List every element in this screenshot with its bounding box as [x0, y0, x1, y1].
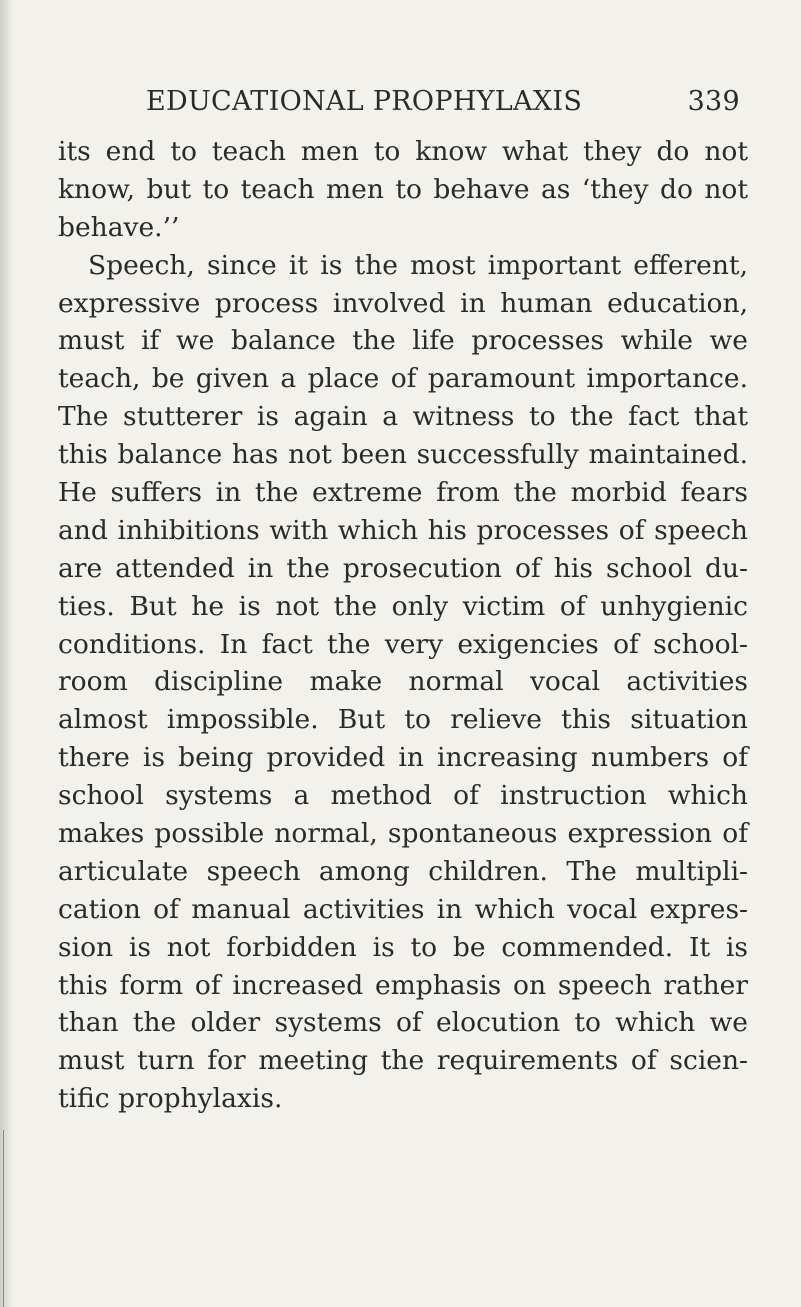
- running-title: EDUCATIONAL PROPHYLAXIS: [146, 86, 583, 117]
- body-text: [58, 133, 748, 1118]
- page-number: 339: [687, 86, 740, 117]
- text-line: than the older systems of elocution to which we: [58, 1007, 748, 1039]
- text-line: tific prophylaxis.: [58, 1083, 283, 1115]
- text-line: room discipline make normal vocal activities: [58, 666, 748, 698]
- text-line: there is being provided in increasing numbers of: [58, 742, 748, 774]
- text-line: expressive process involved in human education,: [58, 287, 748, 319]
- text-line: school systems a method of instruction which: [58, 780, 748, 812]
- text-line: must if we balance the life processes while we: [58, 325, 748, 357]
- text-line: He suffers in the extreme from the morbid fears: [58, 477, 748, 509]
- text-line: its end to teach men to know what they do not: [58, 136, 748, 167]
- text-line: this form of increased emphasis on speech rather: [58, 969, 748, 1001]
- page-gutter-shadow: [0, 0, 14, 1307]
- page-edge-line: [3, 1130, 4, 1307]
- text-line: conditions. In fact the very exigencies of school-: [58, 628, 748, 660]
- text-line: behave.’’: [58, 211, 180, 243]
- text-line: know, but to teach men to behave as ‘they do not: [58, 173, 748, 205]
- text-line: Speech, since it is the most important efferent,: [88, 249, 748, 281]
- text-line: ties. But he is not the only victim of unhygienic: [58, 590, 748, 622]
- text-line: makes possible normal, spontaneous expression of: [58, 818, 748, 850]
- text-line: articulate speech among children. The multipli-: [58, 855, 748, 887]
- text-line: cation of manual activities in which vocal expres-: [58, 893, 748, 925]
- text-line: The stutterer is again a witness to the fact that: [58, 401, 748, 433]
- text-line: and inhibitions with which his processes of speech: [58, 514, 748, 546]
- text-line: teach, be given a place of paramount importance.: [58, 363, 748, 395]
- text-line: almost impossible. But to relieve this situation: [58, 704, 748, 736]
- text-line: must turn for meeting the requirements of scien-: [58, 1045, 748, 1077]
- text-line: are attended in the prosecution of his school du-: [58, 552, 748, 584]
- text-line: this balance has not been successfully maintained.: [58, 439, 748, 471]
- text-line: sion is not forbidden is to be commended. It is: [58, 931, 748, 963]
- page-header: [146, 86, 740, 126]
